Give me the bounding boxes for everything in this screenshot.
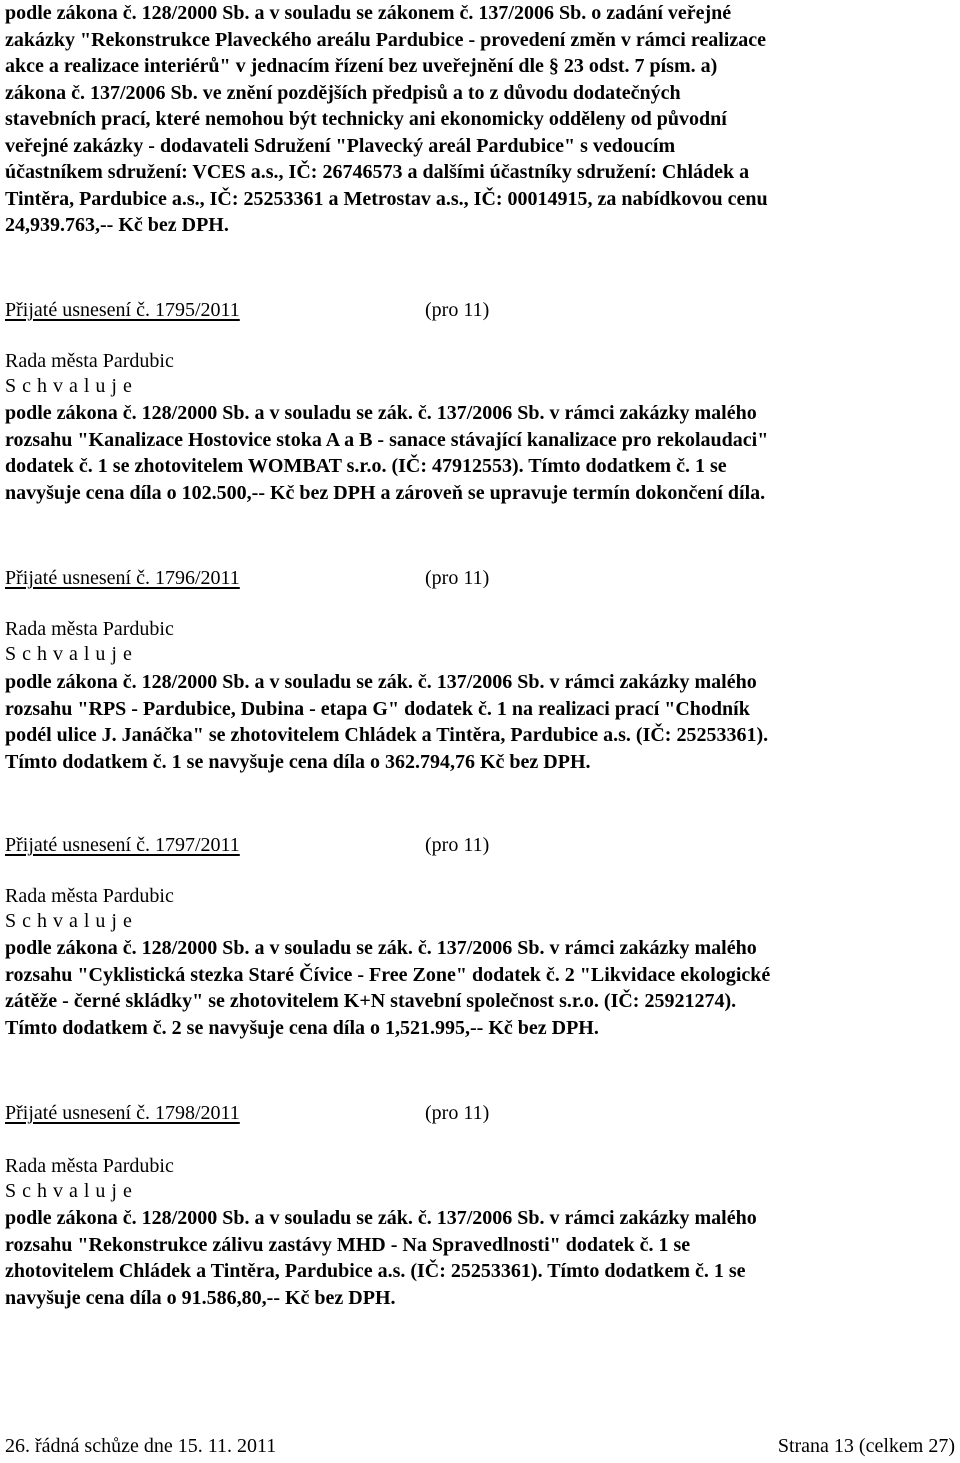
resolution-title: Přijaté usnesení č. 1797/2011 xyxy=(5,834,240,856)
resolution-heading xyxy=(5,1100,490,1126)
resolution-vote: (pro 11) xyxy=(425,1102,490,1124)
resolution-title: Přijaté usnesení č. 1795/2011 xyxy=(5,299,240,321)
resolution-line: navyšuje cena díla o 91.586,80,-- Kč bez DPH. xyxy=(5,1286,396,1309)
resolution-line: rozsahu "Rekonstrukce zálivu zastávy MHD - Na Spravedlnosti" dodatek č. 1 se xyxy=(5,1233,691,1256)
resolution-heading xyxy=(5,832,490,858)
intro-line: akce a realizace interiérů" v jednacím řízení bez uveřejnění dle § 23 odst. 7 písm. a) xyxy=(5,55,718,77)
intro-line: Tintěra, Pardubice a.s., IČ: 25253361 a Metrostav a.s., IČ: 00014915, za nabídkovou cenu xyxy=(5,187,768,210)
intro-line: 24,939.763,-- Kč bez DPH. xyxy=(5,214,229,236)
resolution-line: rozsahu "Kanalizace Hostovice stoka A a B - sanace stávající kanalizace pro rekolaudaci" xyxy=(5,428,769,451)
resolution-line: podél ulice J. Janáčka" se zhotovitelem Chládek a Tintěra, Pardubice a.s. (IČ: 25253361). xyxy=(5,724,769,746)
intro-line: podle zákona č. 128/2000 Sb. a v souladu se zákonem č. 137/2006 Sb. o zadání veřejné xyxy=(5,2,732,24)
resolution-vote: (pro 11) xyxy=(425,567,490,589)
intro-line: zákona č. 137/2006 Sb. ve znění pozdějších předpisů a to z důvodu dodatečných xyxy=(5,81,681,104)
resolution-line: rozsahu "RPS - Pardubice, Dubina - etapa G" dodatek č. 1 na realizaci prací "Chodník xyxy=(5,697,750,720)
resolution-text xyxy=(5,935,908,1041)
resolution-heading xyxy=(5,565,490,591)
resolution-text xyxy=(5,1205,908,1311)
decision-word: S c h v a l u j e xyxy=(5,643,133,665)
resolution-line: podle zákona č. 128/2000 Sb. a v souladu se zák. č. 137/2006 Sb. v rámci zakázky malého xyxy=(5,671,757,693)
resolution-line: Tímto dodatkem č. 2 se navyšuje cena díla o 1,521.995,-- Kč bez DPH. xyxy=(5,1016,599,1039)
intro-line: stavebních prací, které nemohou být technicky ani ekonomicky odděleny od původní xyxy=(5,108,727,130)
resolution-line: podle zákona č. 128/2000 Sb. a v souladu se zák. č. 137/2006 Sb. v rámci zakázky malého xyxy=(5,1207,757,1229)
resolution-text xyxy=(5,400,908,506)
intro-line: veřejné zakázky - dodavateli Sdružení "Plavecký areál Pardubice" s vedoucím xyxy=(5,134,676,157)
council-name: Rada města Pardubic xyxy=(5,1155,174,1177)
council-name: Rada města Pardubic xyxy=(5,350,174,372)
resolution-line: zhotovitelem Chládek a Tintěra, Pardubice a.s. (IČ: 25253361). Tímto dodatkem č. 1 se xyxy=(5,1260,746,1282)
resolution-line: podle zákona č. 128/2000 Sb. a v souladu se zák. č. 137/2006 Sb. v rámci zakázky malého xyxy=(5,402,757,424)
intro-paragraph xyxy=(5,0,908,239)
council-name: Rada města Pardubic xyxy=(5,885,174,907)
resolution-text xyxy=(5,669,908,775)
resolution-title: Přijaté usnesení č. 1798/2011 xyxy=(5,1102,240,1124)
resolution-title: Přijaté usnesení č. 1796/2011 xyxy=(5,567,240,589)
resolution-line: dodatek č. 1 se zhotovitelem WOMBAT s.r.o. (IČ: 47912553). Tímto dodatkem č. 1 se xyxy=(5,455,727,477)
footer-page-number: Strana 13 (celkem 27) xyxy=(777,1435,955,1457)
decision-word: S c h v a l u j e xyxy=(5,910,133,932)
resolution-line: Tímto dodatkem č. 1 se navyšuje cena díla o 362.794,76 Kč bez DPH. xyxy=(5,750,591,773)
intro-line: zakázky "Rekonstrukce Plaveckého areálu Pardubice - provedení změn v rámci realizace xyxy=(5,28,766,51)
resolution-line: navyšuje cena díla o 102.500,-- Kč bez DPH a zároveň se upravuje termín dokončení díla. xyxy=(5,481,766,504)
decision-word: S c h v a l u j e xyxy=(5,1180,133,1202)
resolution-vote: (pro 11) xyxy=(425,834,490,856)
intro-line: účastníkem sdružení: VCES a.s., IČ: 26746573 a dalšími účastníky sdružení: Chládek a xyxy=(5,161,750,183)
resolution-line: zátěže - černé skládky" se zhotovitelem K+N stavební společnost s.r.o. (IČ: 25921274). xyxy=(5,990,737,1012)
resolution-line: rozsahu "Cyklistická stezka Staré Čívice - Free Zone" dodatek č. 2 "Likvidace ekologické xyxy=(5,963,771,986)
council-name: Rada města Pardubic xyxy=(5,618,174,640)
resolution-heading xyxy=(5,297,490,323)
decision-word: S c h v a l u j e xyxy=(5,375,133,397)
resolution-vote: (pro 11) xyxy=(425,299,490,321)
resolution-line: podle zákona č. 128/2000 Sb. a v souladu se zák. č. 137/2006 Sb. v rámci zakázky malého xyxy=(5,937,757,959)
footer-meeting-date: 26. řádná schůze dne 15. 11. 2011 xyxy=(5,1435,277,1457)
